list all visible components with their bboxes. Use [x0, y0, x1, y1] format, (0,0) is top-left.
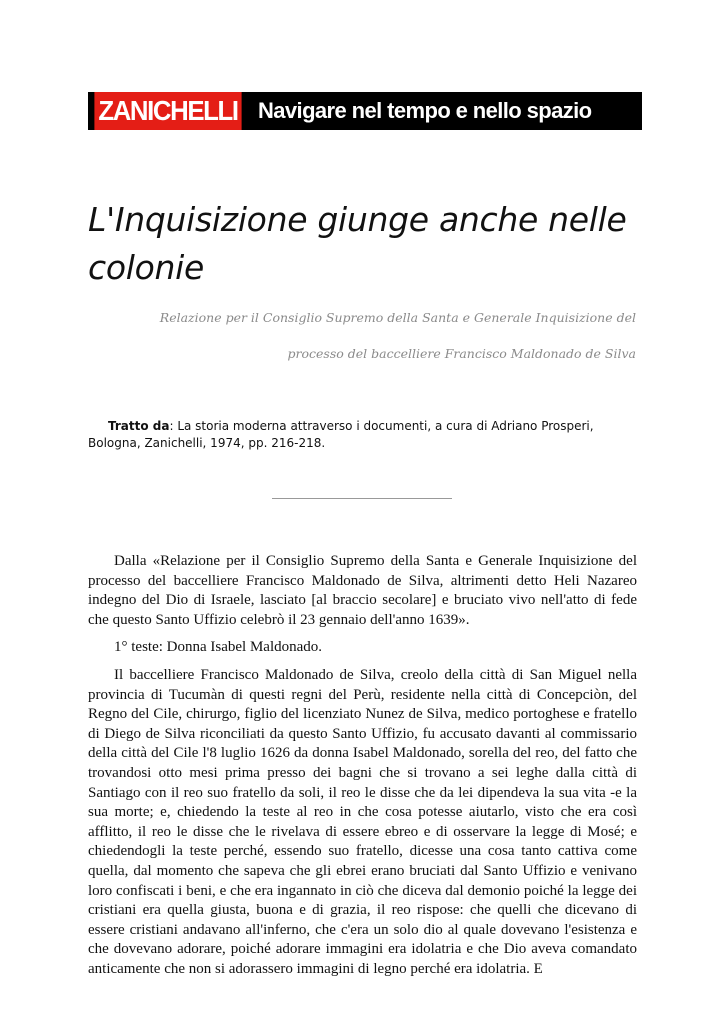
- brand-logo: ZANICHELLI: [94, 92, 241, 130]
- paragraph: 1° teste: Donna Isabel Maldonado.: [114, 639, 323, 656]
- source-text: : La storia moderna attraverso i documenti, a cura di Adriano Prosperi, Bologna, Zanichelli, 1974, pp. 216-218.: [88, 419, 594, 450]
- body-text: [88, 552, 637, 987]
- paragraph: Il baccelliere Francisco Maldonado de Silva, creolo della città di San Miguel nella provincia di Tucumàn di questi regni del Perù, residente nella città di Concepciòn, del Regno del Cile, chirurgo, figlio del licenziato Nunez de Silva, medico portoghese e fratello di Diego de Silva riconciliati da questo Santo Uffizio, fu accusato davanti al commissario della città del Cile l'8 luglio 1626 da donna Isabel Maldonado, sorella del reo, del fatto che trovandosi otto mesi prima presso dei bagni che si trovano a sei leghe dalla città di Santiago con il reo suo fratello da soli, il reo le disse che da lei dipendeva la sua vita -e la sua morte; e, chiedendo la teste al reo in che cosa potesse aiutarlo, visto che era così afflitto, il reo le disse che le rivelava di essere ebreo e di osservare la legge di Mosé; e chiedendogli la teste perché, essendo suo fratello, dicesse una cosa tanto cattiva come quella, dal momento che sapeva che gli ebrei erano bruciati dal Santo Uffizio e venivano loro confiscati i beni, e che era ingannato in ciò che diceva dal demonio poiché la legge dei cristiani era quella giusta, buona e di grazia, il reo rispose: che quelli che dicevano di essere cristiani andavano all'inferno, che c'era un solo dio al quale dovevano l'esistenza e che dovevano adorare, poiché adorare immagini era idolatria e che Dio aveva comandato anticamente che non si adorassero immagini di legno perché era idolatria. E: [88, 666, 637, 977]
- source-label: Tratto da: [108, 419, 170, 433]
- page-title: L'Inquisizione giunge anche nelle colonie: [88, 200, 627, 287]
- subtitle: Relazione per il Consiglio Supremo della Santa e Generale Inquisizione del processo del baccelliere Francisco Maldonado de Silva: [159, 310, 636, 361]
- source-citation: [88, 418, 636, 452]
- header-banner: [88, 92, 642, 130]
- header-title: Navigare nel tempo e nello spazio: [258, 98, 592, 123]
- paragraph: Dalla «Relazione per il Consiglio Supremo della Santa e Generale Inquisizione del processo del baccelliere Francisco Maldonado de Silva, altrimenti detto Heli Nazareo indegno del Dio di Israele, lasciato [al braccio secolare] e bruciato vivo nell'atto di fede che questo Santo Uffizio celebrò il 23 gennaio dell'anno 1639».: [88, 553, 637, 628]
- divider: [272, 498, 452, 499]
